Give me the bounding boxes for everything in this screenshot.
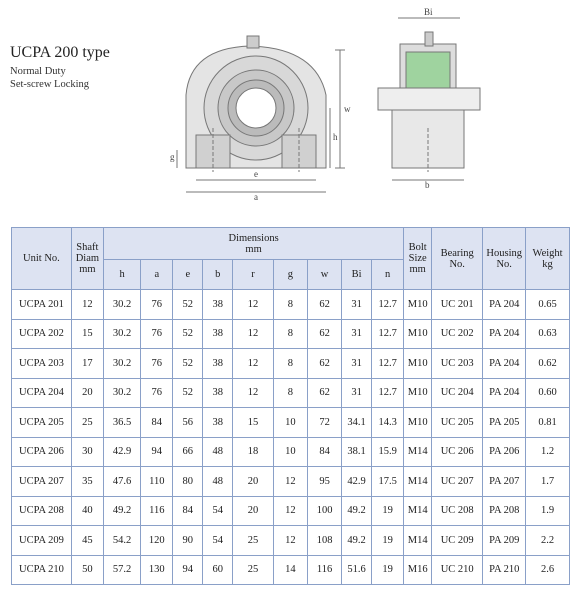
cell-weight: 0.65: [526, 290, 570, 320]
cell-a: 76: [141, 290, 173, 320]
cell-b: 54: [203, 496, 233, 526]
cell-e: 52: [173, 319, 203, 349]
col-housing-no: Housing No.: [483, 228, 526, 290]
col-dim-g: g: [273, 260, 307, 290]
cell-g: 8: [273, 290, 307, 320]
cell-bearing: UC 209: [432, 526, 483, 556]
label-g: g: [170, 152, 175, 162]
cell-unit: UCPA 201: [12, 290, 72, 320]
cell-weight: 0.81: [526, 408, 570, 438]
cell-e: 80: [173, 467, 203, 497]
cell-b: 38: [203, 290, 233, 320]
cell-bolt: M10: [404, 408, 432, 438]
col-dim-w: w: [307, 260, 341, 290]
cell-b: 48: [203, 437, 233, 467]
cell-a: 84: [141, 408, 173, 438]
cell-housing: PA 205: [483, 408, 526, 438]
cell-shaft: 12: [71, 290, 103, 320]
table-row: [12, 290, 570, 320]
cell-h: 30.2: [103, 319, 140, 349]
cell-e: 52: [173, 349, 203, 379]
cell-bolt: M10: [404, 349, 432, 379]
cell-h: 54.2: [103, 526, 140, 556]
cell-h: 49.2: [103, 496, 140, 526]
cell-g: 10: [273, 408, 307, 438]
cell-housing: PA 207: [483, 467, 526, 497]
cell-weight: 2.2: [526, 526, 570, 556]
cell-shaft: 35: [71, 467, 103, 497]
cell-e: 56: [173, 408, 203, 438]
table-row: [12, 496, 570, 526]
cell-housing: PA 204: [483, 319, 526, 349]
col-bolt-size: Bolt Size mm: [404, 228, 432, 290]
cell-n: 19: [372, 526, 404, 556]
cell-a: 110: [141, 467, 173, 497]
page-title: UCPA 200 type: [10, 44, 110, 61]
cell-b: 38: [203, 408, 233, 438]
cell-bearing: UC 203: [432, 349, 483, 379]
cell-housing: PA 204: [483, 290, 526, 320]
cell-bearing: UC 205: [432, 408, 483, 438]
cell-bolt: M10: [404, 378, 432, 408]
cell-w: 62: [307, 349, 341, 379]
cell-unit: UCPA 209: [12, 526, 72, 556]
cell-weight: 1.9: [526, 496, 570, 526]
cell-bearing: UC 210: [432, 555, 483, 585]
cell-bolt: M16: [404, 555, 432, 585]
cell-n: 12.7: [372, 290, 404, 320]
cell-b: 38: [203, 378, 233, 408]
cell-w: 62: [307, 290, 341, 320]
cell-w: 72: [307, 408, 341, 438]
cell-w: 116: [307, 555, 341, 585]
subtitle-duty: Normal Duty: [10, 66, 66, 77]
cell-bi: 49.2: [342, 496, 372, 526]
cell-h: 47.6: [103, 467, 140, 497]
cell-shaft: 30: [71, 437, 103, 467]
shaft-bore: [236, 88, 276, 128]
cell-housing: PA 209: [483, 526, 526, 556]
cell-h: 36.5: [103, 408, 140, 438]
technical-drawing: [0, 0, 579, 215]
cell-bi: 31: [342, 290, 372, 320]
cell-bi: 34.1: [342, 408, 372, 438]
col-dim-n: n: [372, 260, 404, 290]
cell-r: 12: [233, 349, 274, 379]
cell-g: 8: [273, 349, 307, 379]
cell-a: 76: [141, 349, 173, 379]
cell-unit: UCPA 206: [12, 437, 72, 467]
col-bearing-no: Bearing No.: [432, 228, 483, 290]
cell-n: 14.3: [372, 408, 404, 438]
col-unit-no: Unit No.: [12, 228, 72, 290]
cell-r: 20: [233, 496, 274, 526]
cell-housing: PA 204: [483, 378, 526, 408]
table-row: [12, 408, 570, 438]
table-row: [12, 437, 570, 467]
cell-r: 12: [233, 378, 274, 408]
dimensions-label: Dimensions: [228, 232, 279, 244]
cell-r: 15: [233, 408, 274, 438]
col-dim-a: a: [141, 260, 173, 290]
cell-g: 14: [273, 555, 307, 585]
cell-w: 62: [307, 319, 341, 349]
label-w: w: [344, 104, 351, 114]
cell-a: 116: [141, 496, 173, 526]
cell-bi: 31: [342, 349, 372, 379]
cell-shaft: 20: [71, 378, 103, 408]
col-weight: Weight kg: [526, 228, 570, 290]
cell-bearing: UC 207: [432, 467, 483, 497]
col-dim-e: e: [173, 260, 203, 290]
cell-shaft: 40: [71, 496, 103, 526]
col-dim-r: r: [233, 260, 274, 290]
cell-bolt: M10: [404, 290, 432, 320]
cell-housing: PA 210: [483, 555, 526, 585]
cell-bolt: M14: [404, 467, 432, 497]
right-foot: [282, 135, 316, 168]
col-dimensions: [103, 228, 403, 260]
cell-h: 57.2: [103, 555, 140, 585]
cell-shaft: 50: [71, 555, 103, 585]
cell-weight: 0.63: [526, 319, 570, 349]
cell-b: 48: [203, 467, 233, 497]
cell-r: 18: [233, 437, 274, 467]
cell-bi: 51.6: [342, 555, 372, 585]
cell-w: 62: [307, 378, 341, 408]
cell-e: 52: [173, 290, 203, 320]
cell-r: 12: [233, 319, 274, 349]
cell-r: 12: [233, 290, 274, 320]
cell-a: 76: [141, 378, 173, 408]
cell-n: 12.7: [372, 319, 404, 349]
cell-a: 94: [141, 437, 173, 467]
cell-a: 130: [141, 555, 173, 585]
cell-weight: 1.2: [526, 437, 570, 467]
label-h: h: [333, 132, 338, 142]
cell-n: 19: [372, 555, 404, 585]
cell-w: 100: [307, 496, 341, 526]
cell-e: 52: [173, 378, 203, 408]
cell-e: 94: [173, 555, 203, 585]
cell-h: 30.2: [103, 378, 140, 408]
cell-shaft: 17: [71, 349, 103, 379]
cell-w: 108: [307, 526, 341, 556]
cell-a: 120: [141, 526, 173, 556]
cell-b: 60: [203, 555, 233, 585]
cell-unit: UCPA 207: [12, 467, 72, 497]
cell-g: 12: [273, 467, 307, 497]
col-shaft-diam: Shaft Diam mm: [71, 228, 103, 290]
cell-bi: 38.1: [342, 437, 372, 467]
cell-g: 12: [273, 526, 307, 556]
cell-r: 25: [233, 555, 274, 585]
cell-h: 30.2: [103, 290, 140, 320]
cell-bearing: UC 206: [432, 437, 483, 467]
label-e: e: [254, 169, 258, 179]
col-dim-bi: Bi: [342, 260, 372, 290]
cell-b: 38: [203, 319, 233, 349]
cell-shaft: 45: [71, 526, 103, 556]
cell-weight: 1.7: [526, 467, 570, 497]
cell-h: 42.9: [103, 437, 140, 467]
cell-e: 66: [173, 437, 203, 467]
table-row: [12, 378, 570, 408]
cell-w: 84: [307, 437, 341, 467]
cell-unit: UCPA 205: [12, 408, 72, 438]
cell-g: 10: [273, 437, 307, 467]
cell-n: 17.5: [372, 467, 404, 497]
dimensions-unit: mm: [245, 243, 262, 255]
cell-bolt: M14: [404, 437, 432, 467]
cell-n: 19: [372, 496, 404, 526]
col-dim-h: h: [103, 260, 140, 290]
cell-bi: 42.9: [342, 467, 372, 497]
cell-n: 12.7: [372, 349, 404, 379]
cell-housing: PA 206: [483, 437, 526, 467]
table-row: [12, 526, 570, 556]
cell-bearing: UC 202: [432, 319, 483, 349]
cell-w: 95: [307, 467, 341, 497]
col-dim-b: b: [203, 260, 233, 290]
cell-r: 25: [233, 526, 274, 556]
cell-bi: 31: [342, 378, 372, 408]
cell-b: 54: [203, 526, 233, 556]
cell-unit: UCPA 203: [12, 349, 72, 379]
table-row: [12, 349, 570, 379]
subtitle-locking: Set-screw Locking: [10, 79, 90, 90]
cell-g: 12: [273, 496, 307, 526]
cell-g: 8: [273, 319, 307, 349]
cell-g: 8: [273, 378, 307, 408]
cell-bolt: M14: [404, 496, 432, 526]
cell-housing: PA 204: [483, 349, 526, 379]
cell-e: 84: [173, 496, 203, 526]
cell-weight: 0.62: [526, 349, 570, 379]
label-b: b: [425, 180, 430, 190]
cell-e: 90: [173, 526, 203, 556]
label-bi: Bi: [424, 7, 433, 17]
cell-a: 76: [141, 319, 173, 349]
cell-housing: PA 208: [483, 496, 526, 526]
cell-n: 15.9: [372, 437, 404, 467]
cell-b: 38: [203, 349, 233, 379]
cell-r: 20: [233, 467, 274, 497]
label-a: a: [254, 192, 258, 202]
cell-n: 12.7: [372, 378, 404, 408]
cell-unit: UCPA 204: [12, 378, 72, 408]
cell-shaft: 15: [71, 319, 103, 349]
cell-unit: UCPA 210: [12, 555, 72, 585]
cell-bi: 49.2: [342, 526, 372, 556]
cell-h: 30.2: [103, 349, 140, 379]
spec-table: [11, 227, 570, 585]
cell-weight: 2.6: [526, 555, 570, 585]
cell-bearing: UC 201: [432, 290, 483, 320]
cell-shaft: 25: [71, 408, 103, 438]
cell-unit: UCPA 208: [12, 496, 72, 526]
cell-bi: 31: [342, 319, 372, 349]
cell-bearing: UC 204: [432, 378, 483, 408]
cell-bolt: M14: [404, 526, 432, 556]
cell-unit: UCPA 202: [12, 319, 72, 349]
table-row: [12, 467, 570, 497]
table-row: [12, 319, 570, 349]
grease-fitting: [247, 36, 259, 48]
cell-weight: 0.60: [526, 378, 570, 408]
cell-bolt: M10: [404, 319, 432, 349]
cell-bearing: UC 208: [432, 496, 483, 526]
left-foot: [196, 135, 230, 168]
table-row: [12, 555, 570, 585]
